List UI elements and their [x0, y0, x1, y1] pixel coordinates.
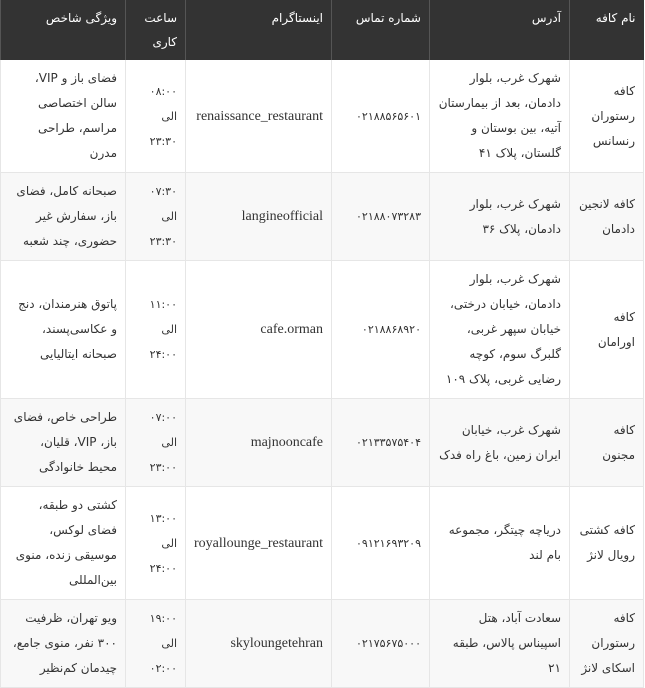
- address-cell: شهرک غرب، خیابان ایران زمین، باغ راه فدک: [430, 399, 570, 487]
- table-row: [1, 173, 644, 261]
- feature-cell: پاتوق هنرمندان، دنج و عکاسی‌پسند، صبحانه ایتالیایی: [1, 261, 126, 399]
- cafe-name-cell: کافه کشتی رویال لانژ: [570, 487, 644, 600]
- hours-cell: ۰۸:۰۰ الی ۲۳:۳۰: [126, 60, 186, 173]
- table-body: [1, 60, 644, 688]
- instagram-cell: renaissance_restaurant: [186, 60, 332, 173]
- hours-cell: ۰۷:۰۰ الی ۲۳:۰۰: [126, 399, 186, 487]
- address-cell: سعادت آباد، هتل اسپیناس پالاس، طبقه ۲۱: [430, 600, 570, 688]
- feature-cell: طراحی خاص، فضای باز، VIP، قلیان، محیط خانوادگی: [1, 399, 126, 487]
- address-cell: شهرک غرب، بلوار دادمان، خیابان درختی، خیابان سپهر غربی، گلبرگ سوم، کوچه رضایی غربی، پلاک ۱۰۹: [430, 261, 570, 399]
- hours-cell: ۱۹:۰۰ الی ۰۲:۰۰: [126, 600, 186, 688]
- phone-cell: ۰۲۱۷۵۶۷۵۰۰۰: [332, 600, 430, 688]
- feature-cell: ویو تهران، ظرفیت ۳۰۰ نفر، منوی جامع، چیدمان کم‌نظیر: [1, 600, 126, 688]
- feature-cell: فضای باز و VIP، سالن اختصاصی مراسم، طراحی مدرن: [1, 60, 126, 173]
- hours-cell: ۱۳:۰۰ الی ۲۴:۰۰: [126, 487, 186, 600]
- cafe-name-cell: کافه رستوران اسکای لانژ: [570, 600, 644, 688]
- table-row: [1, 487, 644, 600]
- table-row: [1, 600, 644, 688]
- header-phone: شماره تماس: [332, 0, 430, 60]
- hours-cell: ۰۷:۳۰ الی ۲۳:۳۰: [126, 173, 186, 261]
- header-hours: ساعت کاری: [126, 0, 186, 60]
- phone-cell: ۰۲۱۸۸۵۶۵۶۰۱: [332, 60, 430, 173]
- instagram-cell: cafe.orman: [186, 261, 332, 399]
- header-address: آدرس: [430, 0, 570, 60]
- cafe-name-cell: کافه اورامان: [570, 261, 644, 399]
- address-cell: دریاچه چیتگر، مجموعه بام لند: [430, 487, 570, 600]
- phone-cell: ۰۲۱۳۳۵۷۵۴۰۴: [332, 399, 430, 487]
- feature-cell: کشتی دو طبقه، فضای لوکس، موسیقی زنده، منوی بین‌المللی: [1, 487, 126, 600]
- header-instagram: اینستاگرام: [186, 0, 332, 60]
- feature-cell: صبحانه کامل، فضای باز، سفارش غیر حضوری، چند شعبه: [1, 173, 126, 261]
- cafe-name-cell: کافه مجنون: [570, 399, 644, 487]
- table-row: [1, 399, 644, 487]
- table-row: [1, 261, 644, 399]
- instagram-cell: langineofficial: [186, 173, 332, 261]
- hours-cell: ۱۱:۰۰ الی ۲۴:۰۰: [126, 261, 186, 399]
- cafe-name-cell: کافه رستوران رنسانس: [570, 60, 644, 173]
- phone-cell: ۰۲۱۸۸۶۸۹۲۰: [332, 261, 430, 399]
- table-header: [1, 0, 644, 60]
- address-cell: شهرک غرب، بلوار دادمان، پلاک ۳۶: [430, 173, 570, 261]
- cafe-name-cell: کافه لانجین دادمان: [570, 173, 644, 261]
- header-feature: ویژگی شاخص: [1, 0, 126, 60]
- table-row: [1, 60, 644, 173]
- instagram-cell: royallounge_restaurant: [186, 487, 332, 600]
- phone-cell: ۰۹۱۲۱۶۹۳۲۰۹: [332, 487, 430, 600]
- address-cell: شهرک غرب، بلوار دادمان، بعد از بیمارستان آتیه، بین بوستان و گلستان، پلاک ۴۱: [430, 60, 570, 173]
- phone-cell: ۰۲۱۸۸۰۷۳۲۸۳: [332, 173, 430, 261]
- header-name: نام کافه: [570, 0, 644, 60]
- instagram-cell: majnooncafe: [186, 399, 332, 487]
- instagram-cell: skyloungetehran: [186, 600, 332, 688]
